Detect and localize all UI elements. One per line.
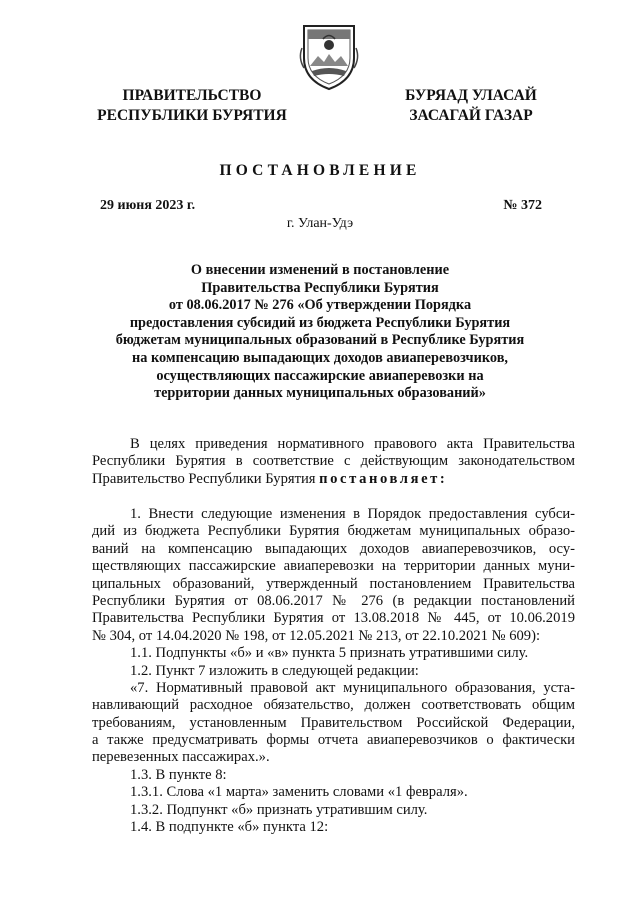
decree-line: 1.2. Пункт 7 изложить в следующей редакции: [130, 662, 419, 679]
decree-word: постановляет: [319, 470, 448, 487]
government-name-buryat [390, 86, 552, 126]
decree-line: ципальных образований, утвержденный постановлением Правительства [92, 575, 575, 592]
title-line: на компенсацию выпадающих доходов авиаперевозчиков, [132, 349, 508, 366]
preamble-line: Правительство Республики Бурятия [92, 470, 316, 487]
title-line: О внесении изменений в постановление [190, 262, 450, 278]
title-line: осуществляющих пассажирские авиаперевозки на [156, 367, 484, 384]
preamble-paragraph [92, 436, 575, 488]
document-date: 29 июня 2023 г. [100, 198, 196, 213]
decree-line: а также предусматривать формы отчета авиаперевозчиков о фактически [92, 732, 575, 749]
title-line: территории данных муниципальных образований» [154, 385, 486, 402]
document-title [90, 262, 550, 403]
header-line: ЗАСАГАЙ ГАЗАР [409, 107, 533, 124]
decree-line: № 304, от 14.04.2020 № 198, от 12.05.2021 № 213, от 22.10.2021 № 609): [92, 627, 541, 644]
document-city: г. Улан-Удэ [286, 216, 354, 231]
decree-line: Правительства Республики Бурятия от 13.08.2018 № 445, от 10.06.2019 [92, 610, 575, 627]
title-line: Правительства Республики Бурятия [201, 279, 439, 296]
decree-line: требованиям, установленным Правительством Российской Федерации, [92, 714, 575, 731]
decree-points [92, 506, 575, 836]
header-line: ПРАВИТЕЛЬСТВО [122, 87, 262, 104]
document-number: № 372 [503, 198, 542, 213]
decree-line: 1.3.1. Слова «1 марта» заменить словами «1 февраля». [130, 784, 468, 801]
decree-line: «7. Нормативный правовой акт муниципального образования, уста- [130, 679, 575, 696]
decree-line: 1.3.2. Подпункт «б» признать утратившим силу. [130, 801, 428, 818]
decree-line: ществляющих пассажирские авиаперевозки на территории данных муни- [92, 558, 575, 575]
decree-line: 1.3. В пункте 8: [130, 766, 227, 783]
government-name-russian [92, 86, 292, 126]
decree-line: Республики Бурятия от 08.06.2017 № 276 (в редакции постановлений [92, 592, 575, 609]
title-line: бюджетам муниципальных образований в Республике Бурятия [115, 332, 525, 349]
decree-line: навливающий расходное обязательство, должен соответствовать общим [92, 697, 575, 714]
decree-line: ваний на компенсацию выпадающих доходов авиаперевозчиков, осу- [92, 540, 575, 557]
decree-line: 1.1. Подпункты «б» и «в» пункта 5 признать утратившими силу. [130, 645, 529, 662]
preamble-last-line [92, 471, 575, 488]
title-line: предоставления субсидий из бюджета Республики Бурятия [129, 314, 511, 331]
preamble-line: Республики Бурятия в соответствие с действующим законодательством [92, 453, 575, 470]
decree-line: перевезенных пассажирах.». [92, 749, 270, 766]
header-line: РЕСПУБЛИКИ БУРЯТИЯ [97, 107, 287, 124]
decree-line: дий из бюджета Республики Бурятия бюджетам муниципальных образо- [92, 523, 575, 540]
header-line: БУРЯАД УЛАСАЙ [405, 87, 537, 104]
buryatia-coat-of-arms-icon [296, 18, 362, 92]
decree-line: 1. Внести следующие изменения в Порядок предоставления субси- [130, 506, 575, 522]
title-line: от 08.06.2017 № 276 «Об утверждении Порядка [168, 297, 472, 314]
document-type: ПОСТАНОВЛЕНИЕ [219, 162, 421, 179]
preamble-line: В целях приведения нормативного правового акта Правительства [130, 436, 575, 452]
decree-line: 1.4. В подпункте «б» пункта 12: [130, 819, 329, 836]
